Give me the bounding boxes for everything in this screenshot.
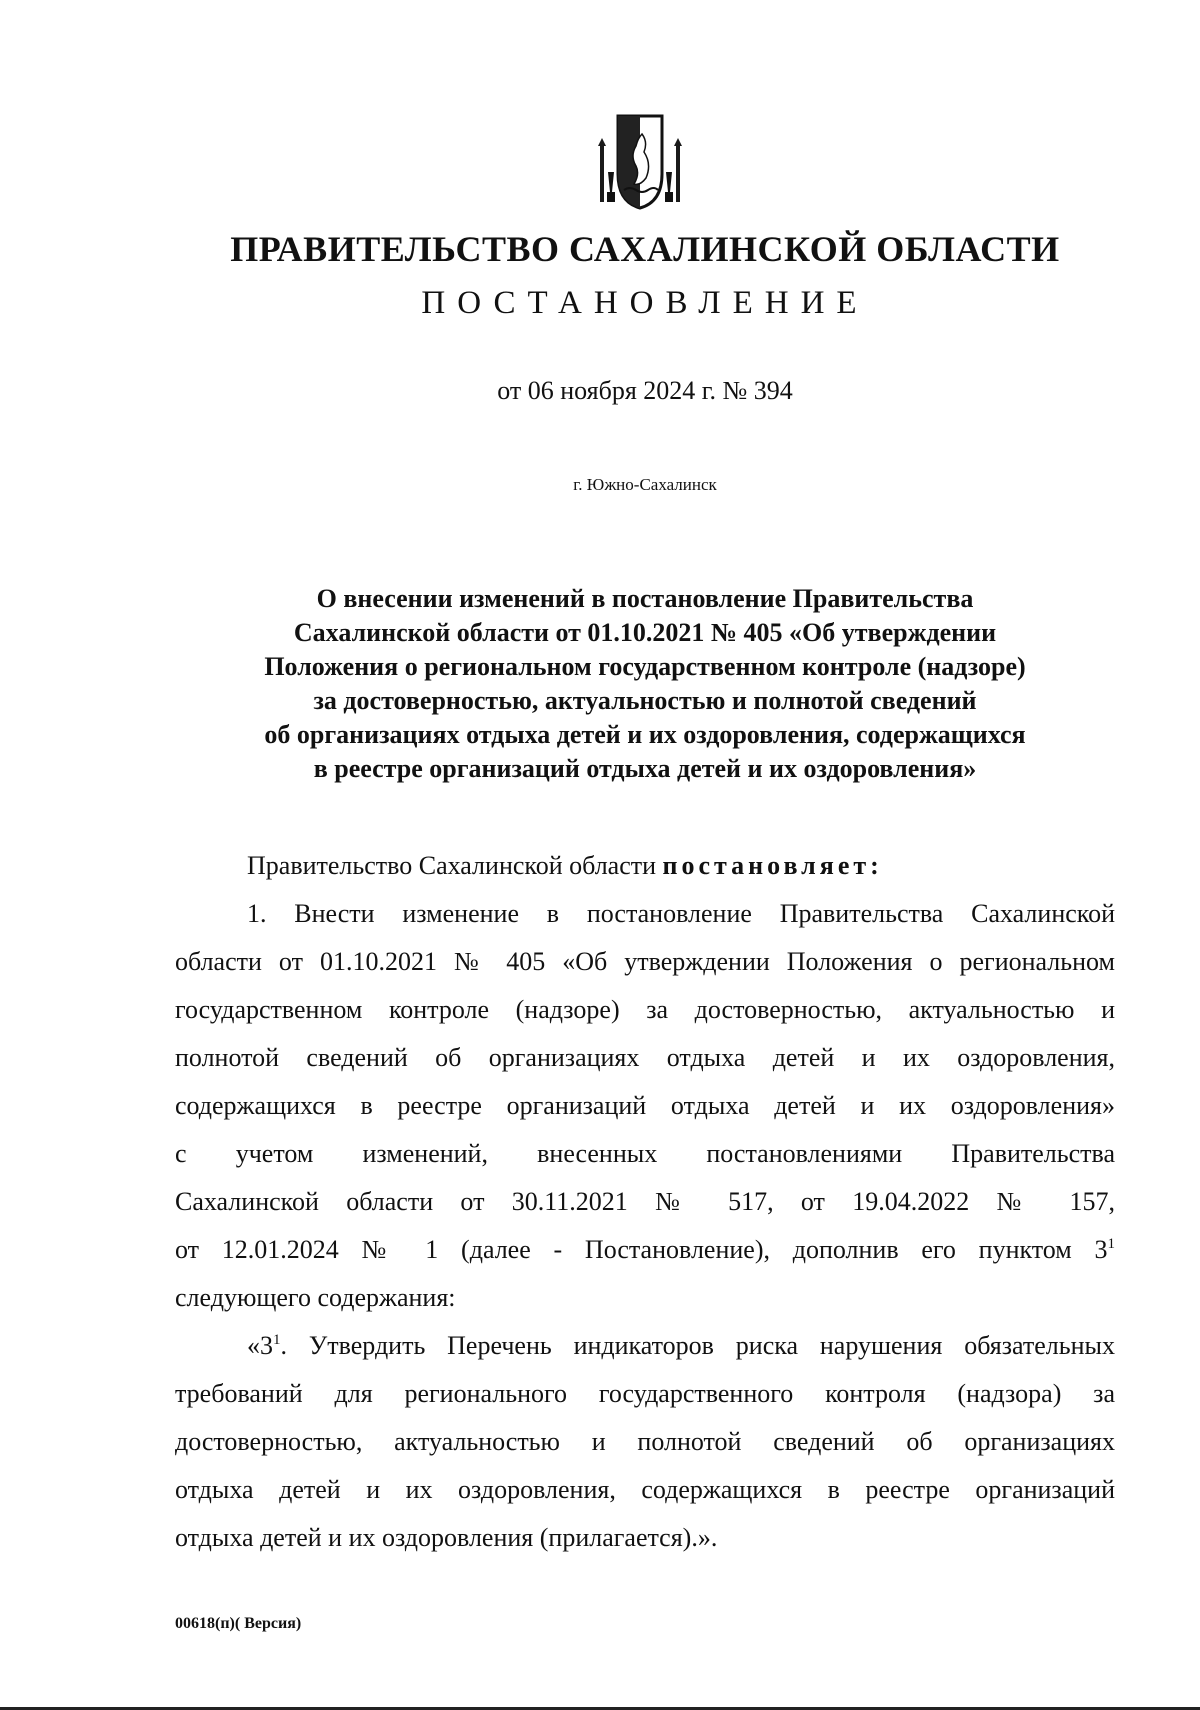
subject-line: в реестре организаций отдыха детей и их оздоровления»: [313, 754, 977, 783]
subject-line: об организациях отдыха детей и их оздоровления, содержащихся: [264, 720, 1026, 749]
document-place: г. Южно-Сахалинск: [573, 475, 717, 494]
paragraph-line: [175, 1226, 1115, 1274]
paragraph-line: Сахалинской области от 30.11.2021 № 517, от 19.04.2022 № 157,: [175, 1187, 1115, 1216]
paragraph-line-text: . Утвердить Перечень индикаторов риска нарушения обязательных: [280, 1331, 1115, 1360]
paragraph-line: полнотой сведений об организациях отдыха детей и их оздоровления,: [175, 1043, 1115, 1072]
paragraph-line: следующего содержания:: [175, 1283, 456, 1312]
paragraph-line-text: от 12.01.2024 № 1 (далее - Постановление), дополнив его пунктом 3: [175, 1235, 1108, 1264]
intro-prefix: Правительство Сахалинской области: [247, 851, 663, 880]
paragraph-line: отдыха детей и их оздоровления, содержащихся в реестре организаций: [175, 1475, 1115, 1504]
superscript: 1: [1107, 1236, 1115, 1252]
subject-line: за достоверностью, актуальностью и полнотой сведений: [313, 686, 977, 715]
document-type: ПОСТАНОВЛЕНИЕ: [421, 285, 869, 321]
paragraph-line: содержащихся в реестре организаций отдыха детей и их оздоровления»: [175, 1091, 1115, 1120]
intro-line: [175, 842, 1115, 890]
subject-line: О внесении изменений в постановление Правительства: [316, 584, 974, 613]
quote-prefix: «3: [247, 1331, 273, 1360]
paragraph-1: [175, 890, 1115, 1322]
paragraph-line: с учетом изменений, внесенных постановлениями Правительства: [175, 1139, 1115, 1168]
intro-emphasis: постановляет:: [662, 851, 883, 880]
sakhalin-coat-of-arms-icon: [590, 112, 690, 212]
paragraph-line: отдыха детей и их оздоровления (прилагается).».: [175, 1523, 718, 1552]
document-body: [175, 842, 1115, 1562]
paragraph-line: достоверностью, актуальностью и полнотой сведений об организациях: [175, 1427, 1115, 1456]
paragraph-line: области от 01.10.2021 № 405 «Об утверждении Положения о региональном: [175, 947, 1115, 976]
paragraph-2: [175, 1322, 1115, 1562]
intro-paragraph: [175, 842, 1115, 890]
subject-line: Положения о региональном государственном контроле (надзоре): [264, 652, 1026, 681]
paragraph-line: 1. Внести изменение в постановление Правительства Сахалинской: [247, 899, 1115, 928]
document-subject: [200, 582, 1090, 786]
footer-code: 00618(п)( Версия): [175, 1615, 302, 1632]
document-date-number: от 06 ноября 2024 г. № 394: [497, 376, 793, 405]
government-title: ПРАВИТЕЛЬСТВО САХАЛИНСКОЙ ОБЛАСТИ: [230, 229, 1060, 269]
subject-line: Сахалинской области от 01.10.2021 № 405 «Об утверждении: [293, 618, 997, 647]
paragraph-line: требований для регионального государственного контроля (надзора) за: [175, 1379, 1115, 1408]
superscript: 1: [273, 1332, 281, 1348]
paragraph-line: [175, 1322, 1115, 1370]
paragraph-line: государственном контроле (надзоре) за достоверностью, актуальностью и: [175, 995, 1115, 1024]
